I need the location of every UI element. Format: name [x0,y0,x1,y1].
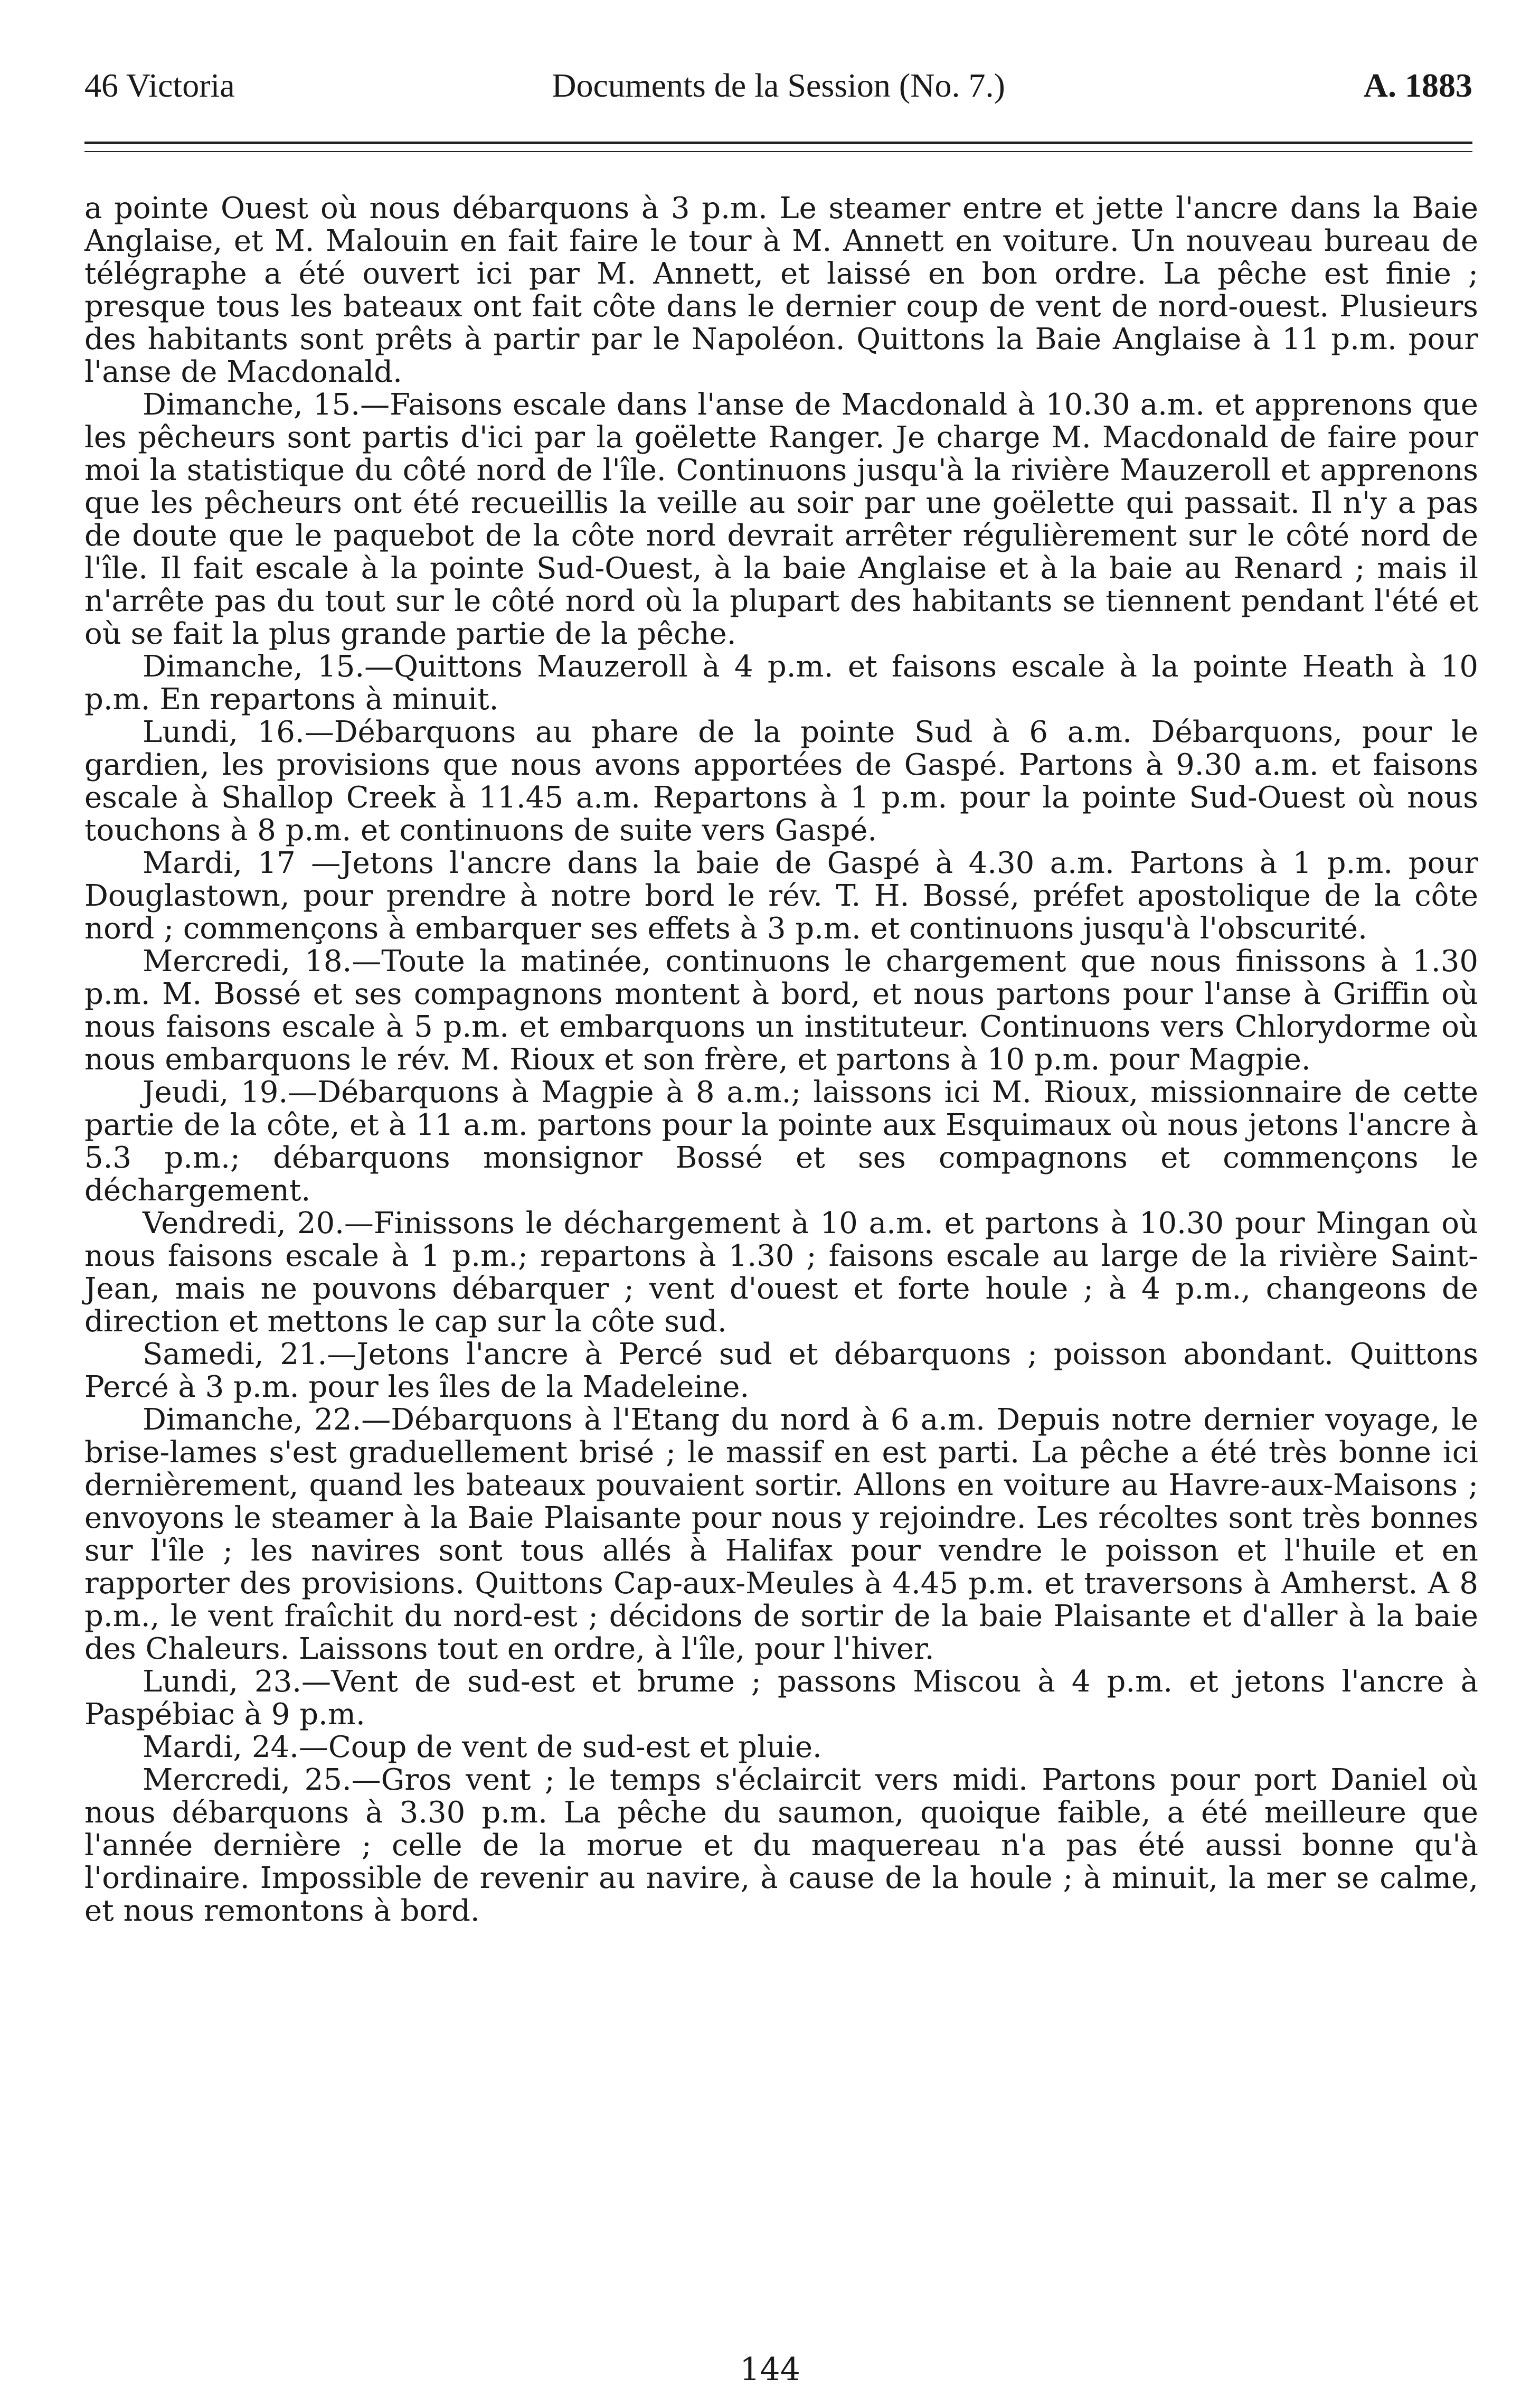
paragraph: Dimanche, 15.—Quittons Mauzeroll à 4 p.m. et faisons escale à la pointe Heath à 10 p.m. En repartons à minuit. [84,650,1478,717]
paragraph: Jeudi, 19.—Débarquons à Magpie à 8 a.m.; laissons ici M. Rioux, missionnaire de cette partie de la côte, et à 11 a.m. partons pour la pointe aux Esquimaux où nous jetons l'ancre à 5.3 p.m.; débarquons monsignor Bossé et ses compagnons et commençons le déchargement. [84,1075,1478,1208]
paragraph: Lundi, 23.—Vent de sud-est et brume ; passons Miscou à 4 p.m. et jetons l'ancre à Paspébiac à 9 p.m. [84,1665,1478,1732]
paragraph: Dimanche, 15.—Faisons escale dans l'anse de Macdonald à 10.30 a.m. et apprenons que les pêcheurs sont partis d'ici par la goëlette Ranger. Je charge M. Macdonald de faire pour moi la statistique du côté nord de l'île. Continuons jusqu'à la rivière Mauzeroll et apprenons que les pêcheurs ont été recueillis la veille au soir par une goëlette qui passait. Il n'y a pas de doute que le paquebot de la côte nord devrait arrêter régulièrement sur le côté nord de l'île. Il fait escale à la pointe Sud-Ouest, à la baie Anglaise et à la baie au Renard ; mais il n'arrête pas du tout sur le côté nord où la plupart des habitants se tiennent pendant l'été et où se fait la plus grande partie de la pêche. [84,388,1478,651]
paragraph: Vendredi, 20.—Finissons le déchargement à 10 a.m. et partons à 10.30 pour Mingan où nous faisons escale à 1 p.m.; repartons à 1.30 ; faisons escale au large de la rivière Saint-Jean, mais ne pouvons débarquer ; vent d'ouest et forte houle ; à 4 p.m., changeons de direction et mettons le cap sur la côte sud. [84,1206,1478,1339]
header-rule-thick [84,142,1472,144]
page-number: 144 [740,2351,800,2388]
header-session: 46 Victoria [84,67,235,104]
header-title: Documents de la Session (No. 7.) [552,67,1005,104]
paragraph: Mardi, 17 —Jetons l'ancre dans la baie de Gaspé à 4.30 a.m. Partons à 1 p.m. pour Douglastown, pour prendre à notre bord le rév. T. H. Bossé, préfet apostolique de la côte nord ; commençons à embarquer ses effets à 3 p.m. et continuons jusqu'à l'obscurité. [84,846,1478,946]
header-year: A. 1883 [1363,67,1472,104]
paragraph: Dimanche, 22.—Débarquons à l'Etang du nord à 6 a.m. Depuis notre dernier voyage, le brise-lames s'est graduellement brisé ; le massif en est parti. La pêche a été très bonne ici dernièrement, quand les bateaux pouvaient sortir. Allons en voiture au Havre-aux-Maisons ; envoyons le steamer à la Baie Plaisante pour nous y rejoindre. Les récoltes sont très bonnes sur l'île ; les navires sont tous allés à Halifax pour vendre le poisson et l'huile et en rapporter des provisions. Quittons Cap-aux-Meules à 4.45 p.m. et traversons à Amherst. A 8 p.m., le vent fraîchit du nord-est ; décidons de sortir de la baie Plaisante et d'aller à la baie des Chaleurs. Laissons tout en ordre, à l'île, pour l'hiver. [84,1403,1478,1666]
paragraph: Mercredi, 18.—Toute la matinée, continuons le chargement que nous finissons à 1.30 p.m. M. Bossé et ses compagnons montent à bord, et nous partons pour l'anse à Griffin où nous faisons escale à 5 p.m. et embarquons un instituteur. Continuons vers Chlorydorme où nous embarquons le rév. M. Rioux et son frère, et partons à 10 p.m. pour Magpie. [84,944,1478,1077]
paragraph: Mercredi, 25.—Gros vent ; le temps s'éclaircit vers midi. Partons pour port Daniel où nous débarquons à 3.30 p.m. La pêche du saumon, quoique faible, a été meilleure que l'année dernière ; celle de la morue et du maquereau n'a pas été aussi bonne qu'à l'ordinaire. Impossible de revenir au navire, à cause de la houle ; à minuit, la mer se calme, et nous remontons à bord. [84,1763,1478,1928]
running-header [84,59,1472,112]
paragraph: a pointe Ouest où nous débarquons à 3 p.m. Le steamer entre et jette l'ancre dans la Baie Anglaise, et M. Malouin en fait faire le tour à M. Annett en voiture. Un nouveau bureau de télégraphe a été ouvert ici par M. Annett, et laissé en bon ordre. La pêche est finie ; presque tous les bateaux ont fait côte dans le dernier coup de vent de nord-ouest. Plusieurs des habitants sont prêts à partir par le Napoléon. Quittons la Baie Anglaise à 11 p.m. pour l'anse de Macdonald. [84,191,1478,389]
paragraph: Lundi, 16.—Débarquons au phare de la pointe Sud à 6 a.m. Débarquons, pour le gardien, les provisions que nous avons apportées de Gaspé. Partons à 9.30 a.m. et faisons escale à Shallop Creek à 11.45 a.m. Repartons à 1 p.m. pour la pointe Sud-Ouest où nous touchons à 8 p.m. et continuons de suite vers Gaspé. [84,715,1478,848]
paragraph: Samedi, 21.—Jetons l'ancre à Percé sud et débarquons ; poisson abondant. Quittons Percé à 3 p.m. pour les îles de la Madeleine. [84,1337,1478,1404]
header-rule-thin [84,151,1472,152]
body-text [84,192,1478,1928]
paragraph: Mardi, 24.—Coup de vent de sud-est et pluie. [143,1730,822,1764]
